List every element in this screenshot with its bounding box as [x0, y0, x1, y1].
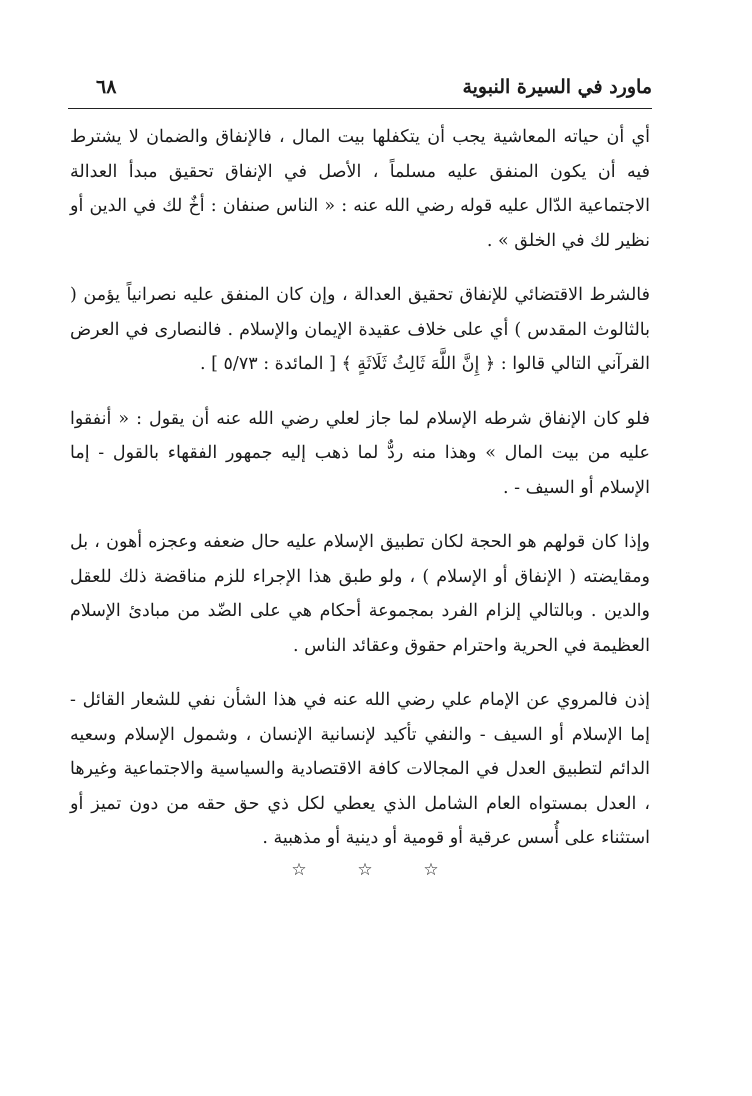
star-icon: ☆ — [423, 860, 439, 880]
running-title: ماورد في السيرة النبوية — [462, 76, 652, 98]
page-number: ٦٨ — [96, 76, 117, 98]
paragraph-3: فلو كان الإنفاق شرطه الإسلام لما جاز لعلي رضي الله عنه أن يقول : « أنفقوا عليه من بيت المال » وهذا منه ردٌّ لما ذهب إليه جمهور الفقهاء بالقول - إما الإسلام أو السيف - . — [70, 408, 650, 498]
star-icon: ☆ — [291, 860, 307, 880]
paragraph-4: وإذا كان قولهم هو الحجة لكان تطبيق الإسلام عليه حال ضعفه وعجزه أهون ، بل ومقايضته ( الإنفاق أو الإسلام ) ، ولو طبق هذا الإجراء للزم مناقضة ذلك للعقل والدين . وبالتالي إلزام الفرد بمجموعة أحكام هي على الضّد من مبادئ الإسلام العظيمة في الحرية واحترام حقوق وعقائد الناس . — [70, 532, 650, 656]
star-icon: ☆ — [357, 860, 373, 880]
section-divider-stars — [290, 860, 440, 880]
page-header — [68, 72, 652, 108]
body-text — [70, 120, 650, 876]
paragraph-1: أي أن حياته المعاشية يجب أن يتكفلها بيت المال ، فالإنفاق والضمان لا يشترط فيه أن يكون المنفق عليه مسلماً ، الأصل في الإنفاق تحقيق مبدأ العدالة الاجتماعية الدّال عليه قوله رضي الله عنه : « الناس صنفان : أخٌ لك في الدين أو نظير لك في الخلق » . — [70, 127, 650, 251]
header-divider — [68, 108, 652, 109]
paragraph-2: فالشرط الاقتضائي للإنفاق تحقيق العدالة ، وإن كان المنفق عليه نصرانياً يؤمن ( بالثالوث المقدس ) أي على خلاف عقيدة الإيمان والإسلام . فالنصارى في العرض القرآني التالي قالوا : ﴿ إِنَّ اللَّهَ ثَالِثُ ثَلَاثَةٍ ﴾ [ المائدة : ٥/٧٣ ] . — [70, 285, 650, 374]
paragraph-5: إذن فالمروي عن الإمام علي رضي الله عنه في هذا الشأن نفي للشعار القائل - إما الإسلام أو السيف - والنفي تأكيد لإنسانية الإنسان ، وشمول الإسلام وسعيه الدائم لتطبيق العدل في المجالات كافة الاقتصادية والسياسية والاجتماعية وغيرها ، العدل بمستواه العام الشامل الذي يعطي لكل ذي حق حقه من دون تميز أو استثناء على أُسس عرقية أو قومية أو دينية أو مذهبية . — [70, 690, 650, 848]
